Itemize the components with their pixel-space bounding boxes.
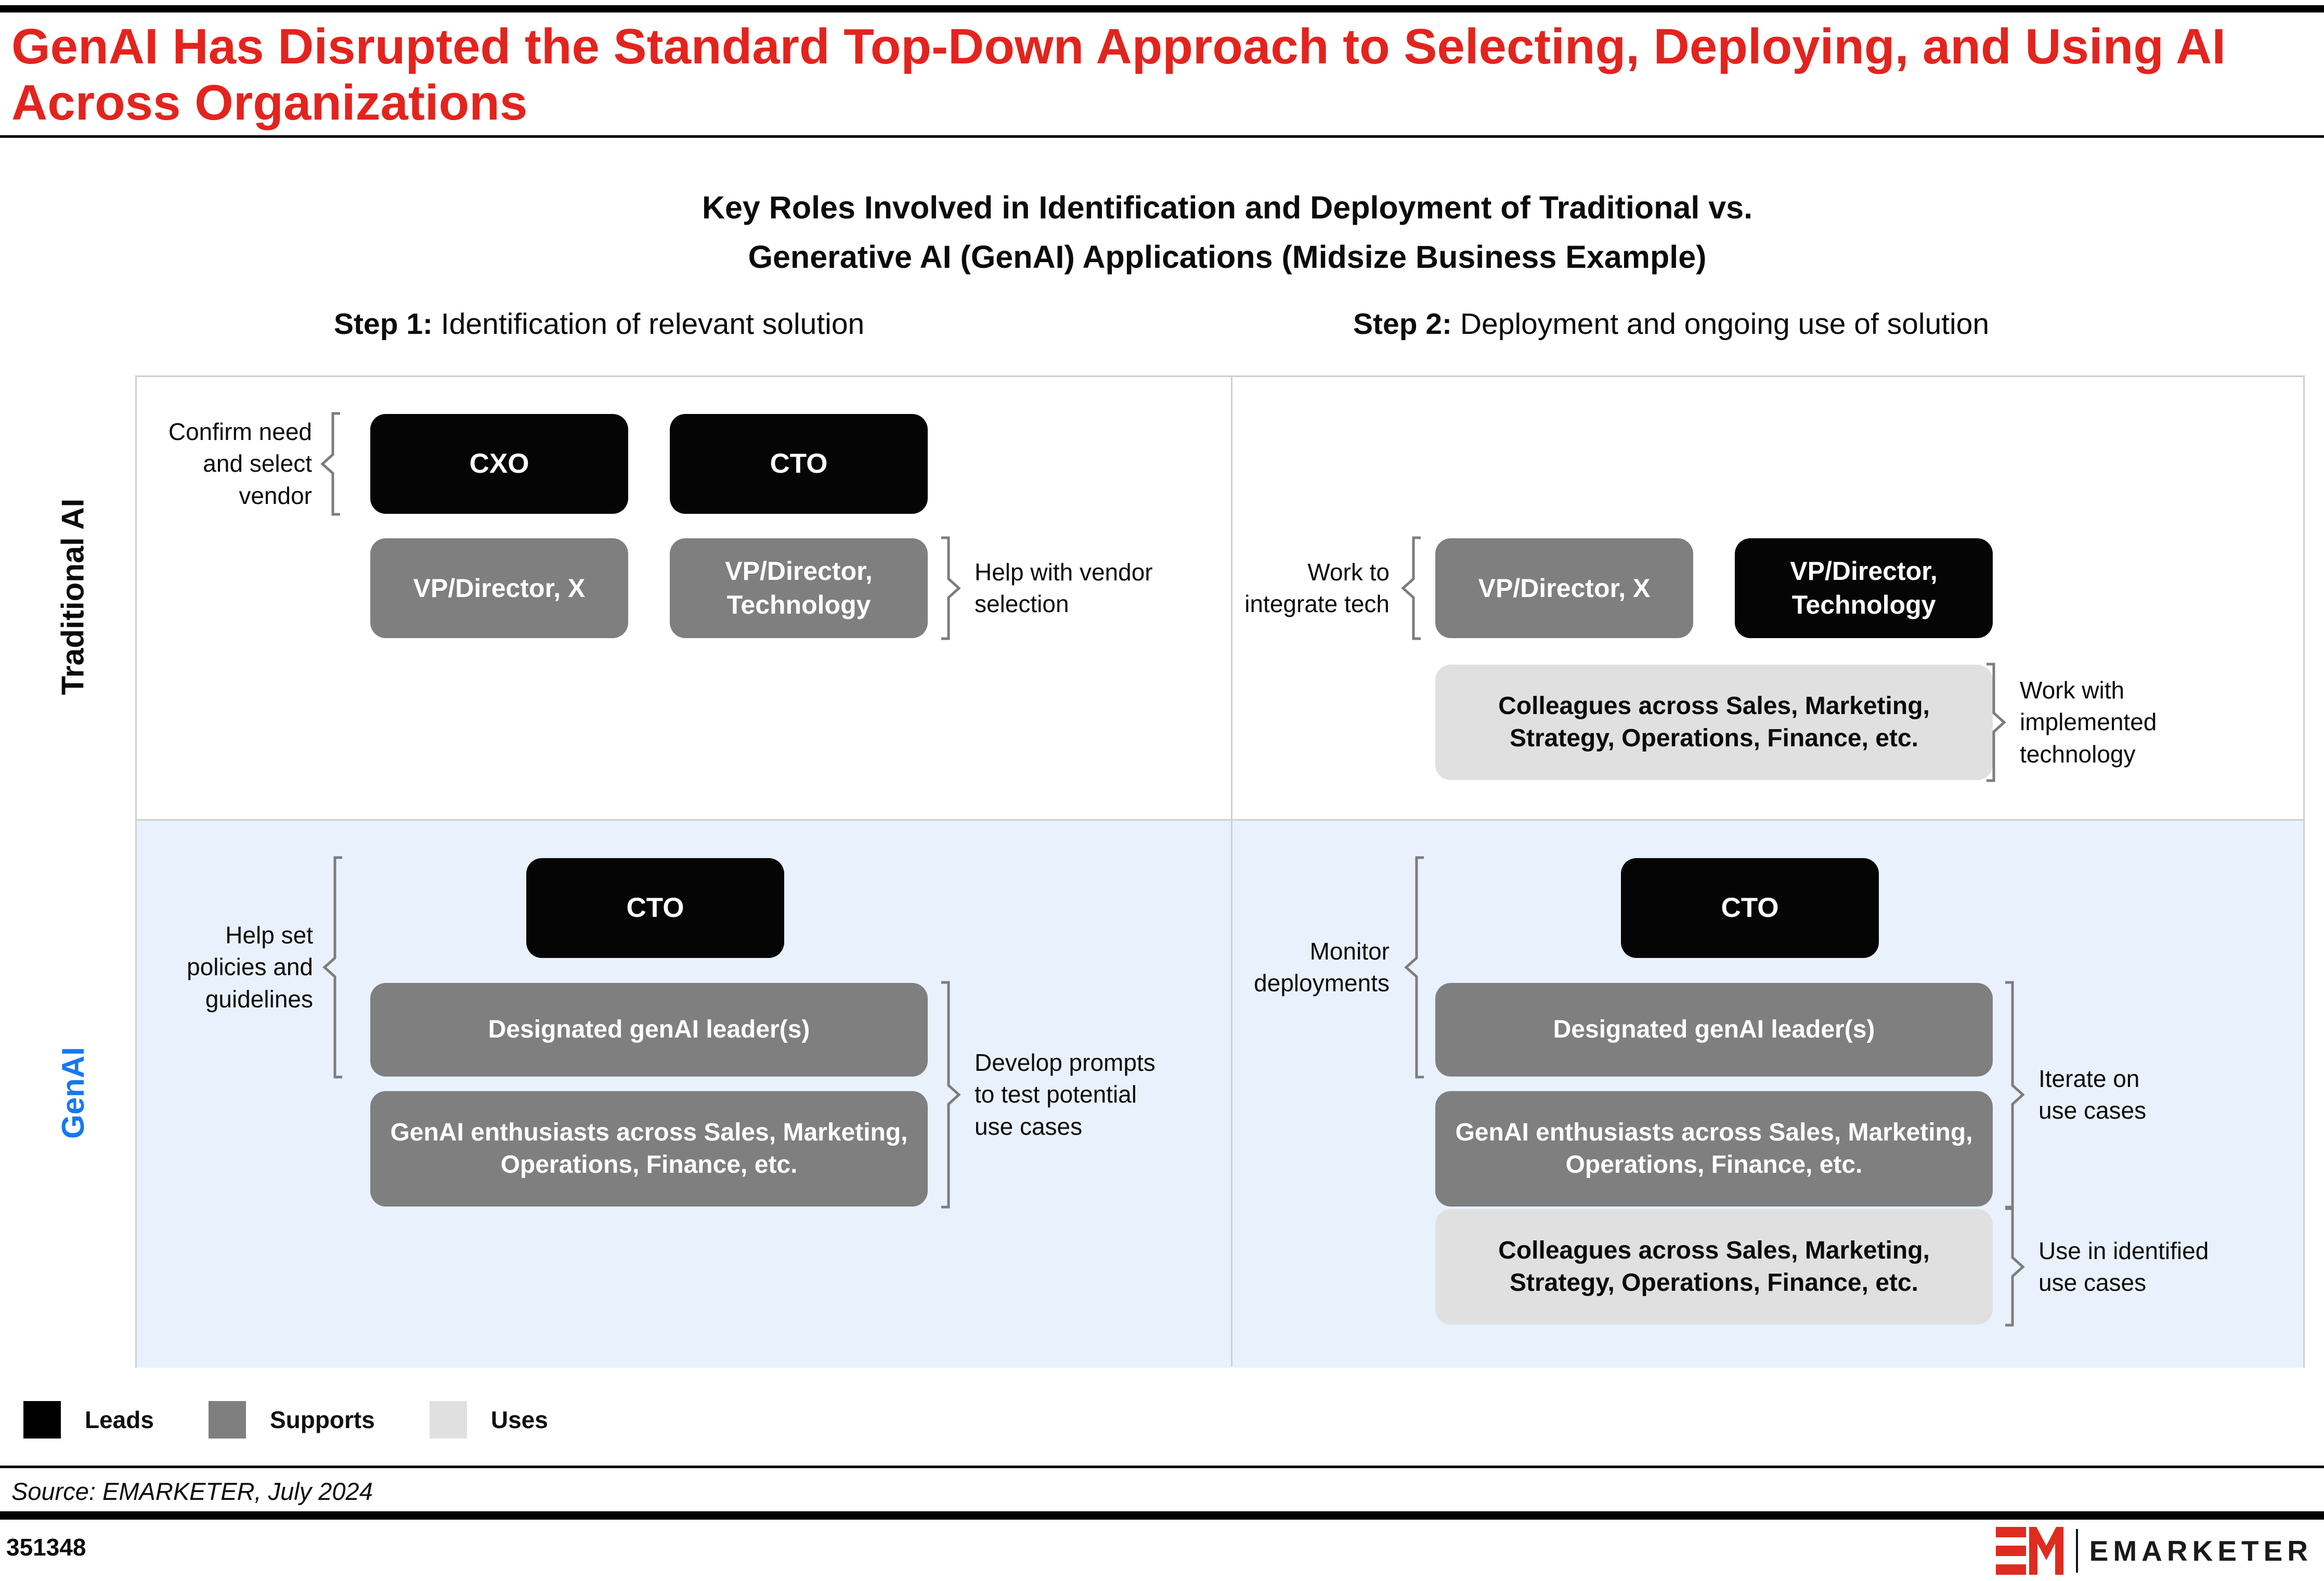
monitor-brace — [1402, 856, 1428, 1079]
legend-item-supports — [209, 1401, 375, 1439]
chart-heading-line2: Generative AI (GenAI) Applications (Midsize Business Example) — [748, 239, 1707, 275]
develop-prompts-brace — [937, 980, 963, 1209]
vp-director-x-box-step1: VP/Director, X — [370, 538, 628, 638]
page-title — [11, 19, 2268, 132]
annotation-work-integrate: Work to integrate tech — [1244, 558, 1390, 617]
work-implemented-brace — [1982, 662, 2008, 783]
step2-prefix: Step 2: — [1353, 307, 1452, 341]
confirm-need-brace — [318, 411, 344, 516]
annotation-develop-prompts: Develop prompts to test potential use cases — [975, 1049, 1155, 1140]
help-policies-brace — [320, 856, 346, 1079]
cto-box-genai-step1: CTO — [526, 858, 784, 958]
chart-heading-line1: Key Roles Involved in Identification and Deployment of Traditional vs. — [702, 190, 1753, 225]
annotation-confirm-need: Confirm need and select vendor — [168, 418, 312, 509]
uses-swatch-icon — [430, 1401, 467, 1439]
legend-supports-label: Supports — [269, 1406, 375, 1433]
enthusiasts-box-step1: GenAI enthusiasts across Sales, Marketing, Operations, Finance, etc. — [370, 1091, 928, 1207]
supports-swatch-icon — [209, 1401, 246, 1439]
help-vendor-brace — [937, 536, 963, 641]
step2-header — [1353, 307, 1989, 341]
emarketer-logo — [1996, 1525, 2313, 1577]
vp-director-x-box-step2: VP/Director, X — [1435, 538, 1693, 638]
emarketer-wordmark: EMARKETER — [2089, 1535, 2313, 1567]
source-note: Source: EMARKETER, July 2024 — [11, 1478, 373, 1505]
chart-id: 351348 — [6, 1534, 86, 1561]
step1-prefix: Step 1: — [334, 307, 433, 341]
annotation-use-identified: Use in identified use cases — [2039, 1237, 2209, 1296]
cto-box-traditional-step1: CTO — [670, 414, 928, 514]
annotation-monitor: Monitor deployments — [1254, 937, 1390, 996]
vp-director-tech-box-step2: VP/Director, Technology — [1735, 538, 1993, 638]
legend-item-uses — [430, 1401, 548, 1439]
vp-director-tech-box-step1: VP/Director, Technology — [670, 538, 928, 638]
legend-item-leads — [23, 1401, 154, 1439]
colleagues-box-genai: Colleagues across Sales, Marketing, Strategy, Operations, Finance, etc. — [1435, 1209, 1993, 1325]
enthusiasts-box-step2: GenAI enthusiasts across Sales, Marketing, Operations, Finance, etc. — [1435, 1091, 1993, 1207]
page-title-line1: GenAI Has Disrupted the Standard Top-Down Approach to Selecting, Deploying, and Using AI — [11, 19, 2226, 74]
designated-leader-box-step1: Designated genAI leader(s) — [370, 983, 928, 1077]
row-divider — [137, 819, 2303, 821]
annotation-work-implemented: Work with implemented technology — [2020, 677, 2157, 768]
annotation-help-vendor: Help with vendor selection — [975, 558, 1153, 617]
leads-swatch-icon — [23, 1401, 61, 1439]
traditional-ai-label: Traditional AI — [55, 498, 90, 695]
work-integrate-brace — [1399, 536, 1425, 641]
row-label-traditional — [21, 375, 125, 818]
iterate-brace — [2001, 980, 2027, 1209]
step2-text: Deployment and ongoing use of solution — [1452, 307, 1990, 341]
footer-divider-thick — [0, 1511, 2324, 1520]
use-identified-brace — [2001, 1207, 2027, 1327]
step1-header — [334, 307, 864, 341]
step1-text: Identification of relevant solution — [433, 307, 865, 341]
legend-uses-label: Uses — [490, 1406, 548, 1433]
cxo-box: CXO — [370, 414, 628, 514]
annotation-iterate: Iterate on use cases — [2039, 1065, 2147, 1124]
legend-leads-label: Leads — [85, 1406, 154, 1433]
emarketer-logo-mark-icon — [1996, 1526, 2065, 1576]
chart-heading — [135, 183, 2319, 281]
designated-leader-box-step2: Designated genAI leader(s) — [1435, 983, 1993, 1077]
row-label-genai — [21, 818, 125, 1368]
step-column-divider — [1231, 377, 1232, 1366]
page-title-line2: Across Organizations — [11, 75, 528, 131]
legend — [23, 1401, 548, 1439]
title-divider — [0, 135, 2324, 138]
genai-label: GenAI — [55, 1046, 90, 1139]
source-divider-thin — [0, 1466, 2324, 1468]
annotation-help-policies: Help set policies and guidelines — [187, 922, 313, 1013]
cto-box-genai-step2: CTO — [1621, 858, 1879, 958]
top-border-bar — [0, 5, 2324, 12]
colleagues-box-traditional: Colleagues across Sales, Marketing, Strategy, Operations, Finance, etc. — [1435, 665, 1993, 780]
logo-divider — [2076, 1529, 2078, 1573]
